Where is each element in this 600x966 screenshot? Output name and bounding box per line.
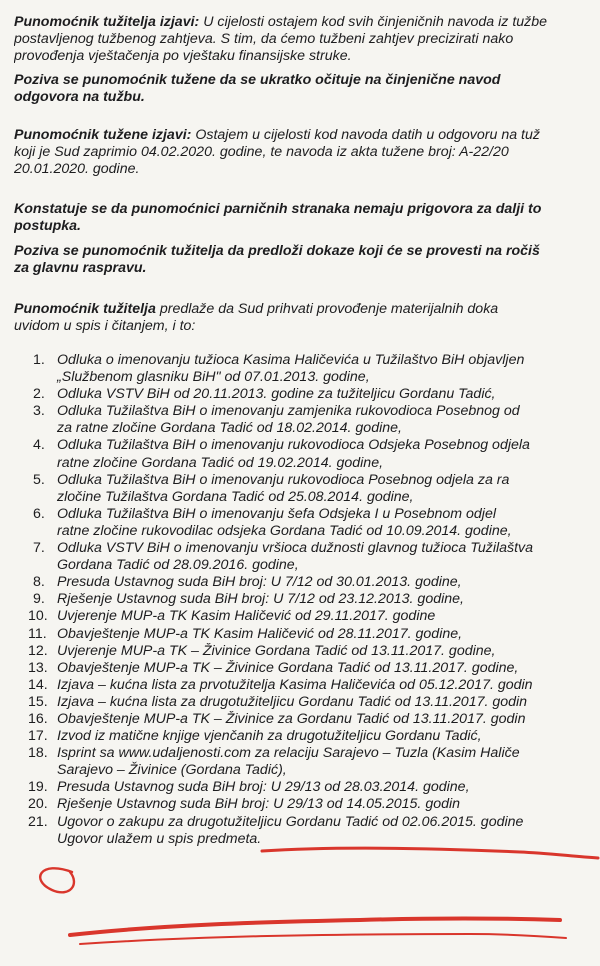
paragraph-line bbox=[14, 14, 600, 31]
paragraph-line: provođenja vještačenja po vještaku finansijske struke. bbox=[14, 48, 352, 64]
evidence-item-number: 20. bbox=[28, 796, 48, 813]
paragraph-1 bbox=[14, 14, 600, 65]
paragraph-lead: Punomoćnik tužitelja bbox=[14, 301, 156, 317]
evidence-item-number: 8. bbox=[33, 574, 45, 591]
evidence-item-line: Obavještenje MUP-a TK – Živinice Gordana Tadić od 13.11.2017. godine, bbox=[57, 659, 519, 676]
evidence-item-line: Gordana Tadić od 28.09.2016. godine, bbox=[57, 557, 299, 574]
paragraph-line: Konstatuje se da punomoćnici parničnih stranaka nemaju prigovora za dalji to bbox=[14, 201, 542, 217]
evidence-item-number: 19. bbox=[28, 779, 48, 796]
red-bottom-scribble bbox=[70, 919, 560, 936]
evidence-item-number: 3. bbox=[33, 403, 45, 420]
paragraph-line: postavljenog tužbenog zahtjeva. S tim, da ćemo tužbeni zahtjev precizirati nako bbox=[14, 31, 514, 47]
evidence-item-line: Odluka VSTV BiH o imenovanju vršioca dužnosti glavnog tužioca Tužilaštva bbox=[57, 540, 534, 557]
evidence-item bbox=[0, 574, 600, 591]
evidence-item bbox=[0, 677, 600, 694]
evidence-item bbox=[0, 694, 600, 711]
paragraph-lead: Punomoćnik tužene izjavi: bbox=[14, 127, 192, 143]
evidence-item-number: 16. bbox=[28, 710, 48, 727]
evidence-item-line: Izjava – kućna lista za drugotužiteljicu Gordanu Tadić od 13.11.2017. godin bbox=[57, 693, 528, 710]
evidence-item-line: Obavještenje MUP-a TK Kasim Haličević od 28.11.2017. godine, bbox=[57, 625, 463, 642]
evidence-item bbox=[0, 711, 600, 728]
evidence-item-line: „Službenom glasniku BiH" od 07.01.2013. godine, bbox=[57, 369, 370, 386]
evidence-item bbox=[0, 626, 600, 643]
evidence-item-number: 13. bbox=[28, 659, 48, 676]
evidence-item-line: Odluka Tužilaštva BiH o imenovanju rukovodioca Odsjeka Posebnog odjela bbox=[57, 437, 530, 454]
evidence-item-number: 14. bbox=[28, 676, 48, 693]
evidence-item-number: 11. bbox=[28, 625, 47, 642]
paragraph-line bbox=[14, 127, 600, 144]
evidence-item-line: Obavještenje MUP-a TK – Živinice za Gordanu Tadić od 13.11.2017. godin bbox=[57, 710, 526, 727]
paragraph-lead: Punomoćnik tužitelja izjavi: bbox=[14, 14, 200, 30]
evidence-item-line: Odluka Tužilaštva BiH o imenovanju zamjenika rukovodioca Posebnog od bbox=[57, 403, 520, 420]
evidence-item bbox=[0, 660, 600, 677]
paragraph-line: Poziva se punomoćnik tužene da se ukratko očituje na činjenične navod bbox=[14, 72, 501, 88]
evidence-item-number: 5. bbox=[33, 471, 45, 488]
evidence-item bbox=[0, 608, 600, 625]
paragraph-line: 20.01.2020. godine. bbox=[14, 161, 140, 177]
evidence-item-line: Izjava – kućna lista za prvotužitelja Kasima Haličevića od 05.12.2017. godin bbox=[57, 676, 533, 693]
paragraph-line: uvidom u spis i čitanjem, i to: bbox=[14, 318, 196, 334]
paragraph-text: predlaže da Sud prihvati provođenje materijalnih doka bbox=[155, 301, 499, 317]
paragraph-6 bbox=[14, 301, 600, 335]
evidence-item-number: 15. bbox=[28, 693, 48, 710]
evidence-item-number: 21. bbox=[28, 813, 48, 830]
evidence-item-line: Isprint sa www.udaljenosti.com za relaciju Sarajevo – Tuzla (Kasim Haliče bbox=[57, 745, 520, 762]
evidence-item bbox=[0, 386, 600, 403]
paragraph-3 bbox=[14, 127, 600, 178]
evidence-item bbox=[0, 745, 600, 779]
paragraph-line bbox=[14, 301, 600, 318]
evidence-item-line: ratne zločine Gordana Tadić od 19.02.2014. godine, bbox=[57, 454, 384, 471]
evidence-list bbox=[0, 352, 600, 848]
evidence-item-number: 4. bbox=[33, 437, 45, 454]
paragraph-5 bbox=[14, 243, 600, 277]
evidence-item bbox=[0, 779, 600, 796]
evidence-item-line: za ratne zločine Gordana Tadić od 18.02.2014. godine, bbox=[57, 420, 402, 437]
evidence-item-line: Uvjerenje MUP-a TK Kasim Haličević od 29.11.2017. godine bbox=[57, 608, 436, 625]
paragraph-line: postupka. bbox=[14, 218, 82, 234]
evidence-item bbox=[0, 796, 600, 813]
evidence-item bbox=[0, 540, 600, 574]
evidence-item-line: Presuda Ustavnog suda BiH broj: U 7/12 od 30.01.2013. godine, bbox=[57, 574, 462, 591]
evidence-item-number: 2. bbox=[33, 386, 45, 403]
evidence-item bbox=[0, 814, 600, 848]
evidence-item-line: Presuda Ustavnog suda BiH broj: U 29/13 od 28.03.2014. godine, bbox=[57, 779, 470, 796]
evidence-item-line: Izvod iz matične knjige vjenčanih za drugotužiteljicu Gordanu Tadić, bbox=[57, 728, 482, 745]
paragraph-2 bbox=[14, 72, 600, 106]
evidence-item bbox=[0, 728, 600, 745]
evidence-item-line: Ugovor ulažem u spis predmeta. bbox=[57, 830, 262, 847]
evidence-item bbox=[0, 472, 600, 506]
paragraph-line: odgovora na tužbu. bbox=[14, 89, 145, 105]
paragraph-text: U cijelosti ostajem kod svih činjeničnih navoda iz tužbe bbox=[199, 14, 548, 30]
paragraph-line: koji je Sud zaprimio 04.02.2020. godine, te navoda iz akta tužene broj: A-22/20 bbox=[14, 144, 509, 160]
evidence-item-line: Uvjerenje MUP-a TK – Živinice Gordana Tadić od 13.11.2017. godine, bbox=[57, 642, 496, 659]
evidence-item-line: ratne zločine rukovodilac odsjeka Gordana Tadić od 10.09.2014. godine, bbox=[57, 522, 512, 539]
evidence-item-line: Odluka Tužilaštva BiH o imenovanju rukovodioca Posebnog odjela za ra bbox=[57, 471, 510, 488]
evidence-item-number: 6. bbox=[33, 505, 45, 522]
evidence-item-number: 9. bbox=[33, 591, 45, 608]
paragraph-line: za glavnu raspravu. bbox=[14, 260, 147, 276]
red-underline-scribble bbox=[262, 848, 598, 858]
evidence-item-line: Ugovor o zakupu za drugotužiteljicu Gordanu Tadić od 02.06.2015. godine bbox=[57, 813, 524, 830]
evidence-item-number: 10. bbox=[28, 608, 48, 625]
evidence-item bbox=[0, 437, 600, 471]
evidence-item-number: 1. bbox=[33, 352, 45, 368]
paragraph-line: Poziva se punomoćnik tužitelja da predloži dokaze koji će se provesti na ročiš bbox=[14, 243, 540, 259]
paragraph-text: Ostajem u cijelosti kod navoda datih u odgovoru na tuž bbox=[191, 127, 540, 143]
evidence-item-line: Sarajevo – Živinice (Gordana Tadić), bbox=[57, 762, 287, 779]
evidence-item bbox=[0, 506, 600, 540]
evidence-item-line: Odluka VSTV BiH od 20.11.2013. godine za tužiteljicu Gordanu Tadić, bbox=[57, 386, 496, 403]
evidence-item-number: 18. bbox=[28, 745, 48, 762]
evidence-item-number: 12. bbox=[28, 642, 48, 659]
evidence-item bbox=[0, 352, 600, 386]
evidence-item bbox=[0, 591, 600, 608]
evidence-item bbox=[0, 403, 600, 437]
evidence-item-line: Odluka Tužilaštva BiH o imenovanju šefa Odsjeka I u Posebnom odjel bbox=[57, 505, 496, 522]
evidence-item-line: Rješenje Ustavnog suda BiH broj: U 29/13 od 14.05.2015. godin bbox=[57, 796, 461, 813]
evidence-item-number: 17. bbox=[28, 728, 48, 745]
red-circle-scribble bbox=[40, 868, 74, 892]
evidence-item bbox=[0, 643, 600, 660]
paragraph-4 bbox=[14, 201, 600, 235]
evidence-item-line: Rješenje Ustavnog suda BiH broj: U 7/12 od 23.12.2013. godine, bbox=[57, 591, 464, 608]
red-bottom-scribble-2 bbox=[80, 934, 566, 944]
evidence-item-line: Odluka o imenovanju tužioca Kasima Haličevića u Tužilaštvo BiH objavljen bbox=[57, 352, 525, 368]
evidence-item-line: zločine Tužilaštva Gordana Tadić od 25.08.2014. godine, bbox=[57, 488, 414, 505]
evidence-item-number: 7. bbox=[33, 540, 45, 557]
